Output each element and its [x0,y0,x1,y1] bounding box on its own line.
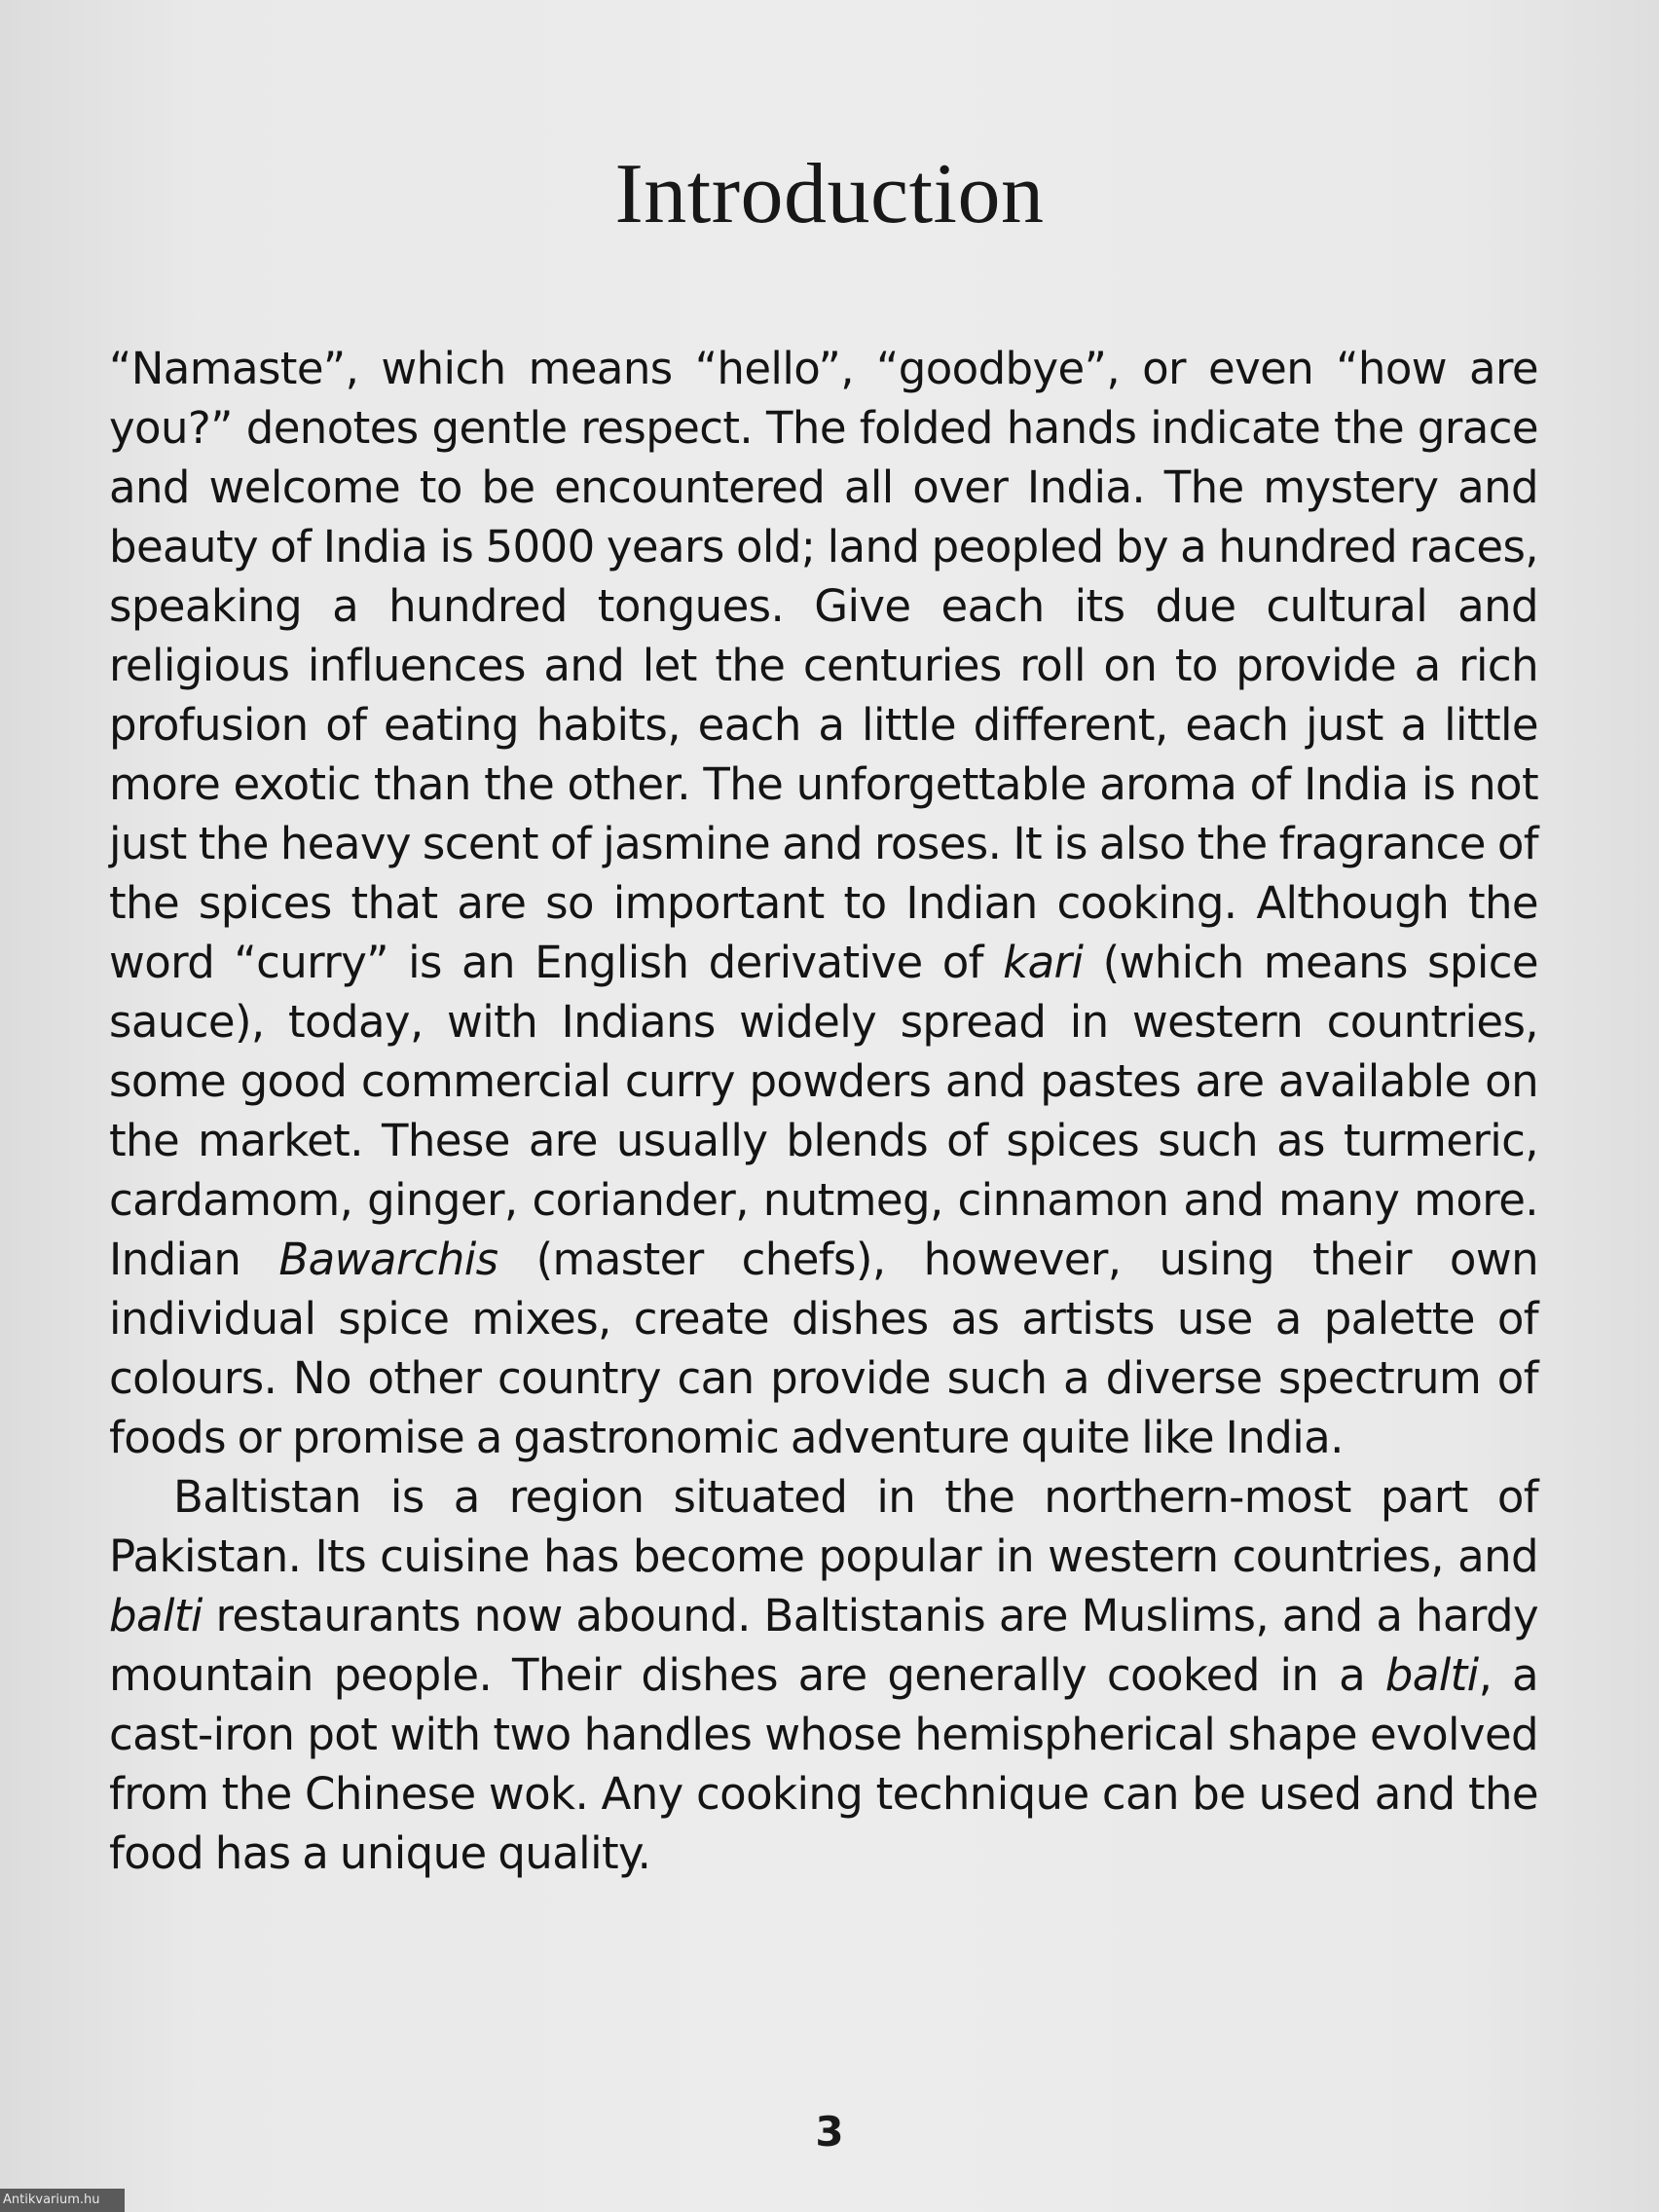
paragraph-1-text-c: (master chefs), however, using their own individual spice mixes, create dishes as artists use a palette of colours. No other country can provide such a diverse spectrum of foods or promise a gastronomic adventure quite like India. [109,1234,1538,1463]
paragraph-1-italic-bawarchis: Bawarchis [278,1234,498,1285]
watermark-label: Antikvarium.hu [0,2189,125,2212]
paragraph-1-text-a: “Namaste”, which means “hello”, “goodbye”, or even “how are you?” denotes gentle respect. The folded hands indicate the grace and welcome to be encountered all over India. The mystery and beauty of India is 5000 years old; land peopled by a hundred races, speaking a hundred tongues. Give each its due cultural and religious influences and let the centuries roll on to provide a rich profusion of eating habits, each a little different, each just a little more exotic than the other. The unforgettable aroma of India is not just the heavy scent of jasmine and roses. It is also the fragrance of the spices that are so important to Indian cooking. Although the word “curry” is an English derivative of [109,343,1538,988]
body-text [109,339,1538,1883]
page-title: Introduction [614,147,1045,241]
paragraph-2-text-a: Baltistan is a region situated in the northern-most part of Pakistan. Its cuisine has become popular in western countries, and [109,1471,1538,1582]
paragraph-1-text-b: (which means spice sauce), today, with Indians widely spread in western countries, some good commercial curry powders and pastes are available on the market. These are usually blends of spices such as turmeric, cardamom, ginger, coriander, nutmeg, cinnamon and many more. Indian [109,937,1538,1285]
paragraph-2-text-c: , a cast-iron pot with two handles whose hemispherical shape evolved from the Chinese wok. Any cooking technique can be used and the food has a unique quality. [109,1649,1538,1879]
paragraph-2-italic-balti-2: balti [1384,1649,1479,1701]
page-number: 3 [815,2108,844,2156]
paragraph-namaste [109,339,1538,1467]
paragraph-2-italic-balti-1: balti [109,1590,203,1641]
paragraph-1-italic-kari: kari [1003,937,1084,988]
paragraph-baltistan [109,1467,1538,1883]
paragraph-2-text-b: restaurants now abound. Baltistanis are Muslims, and a hardy mountain people. Their dishes are generally cooked in a [109,1590,1538,1701]
